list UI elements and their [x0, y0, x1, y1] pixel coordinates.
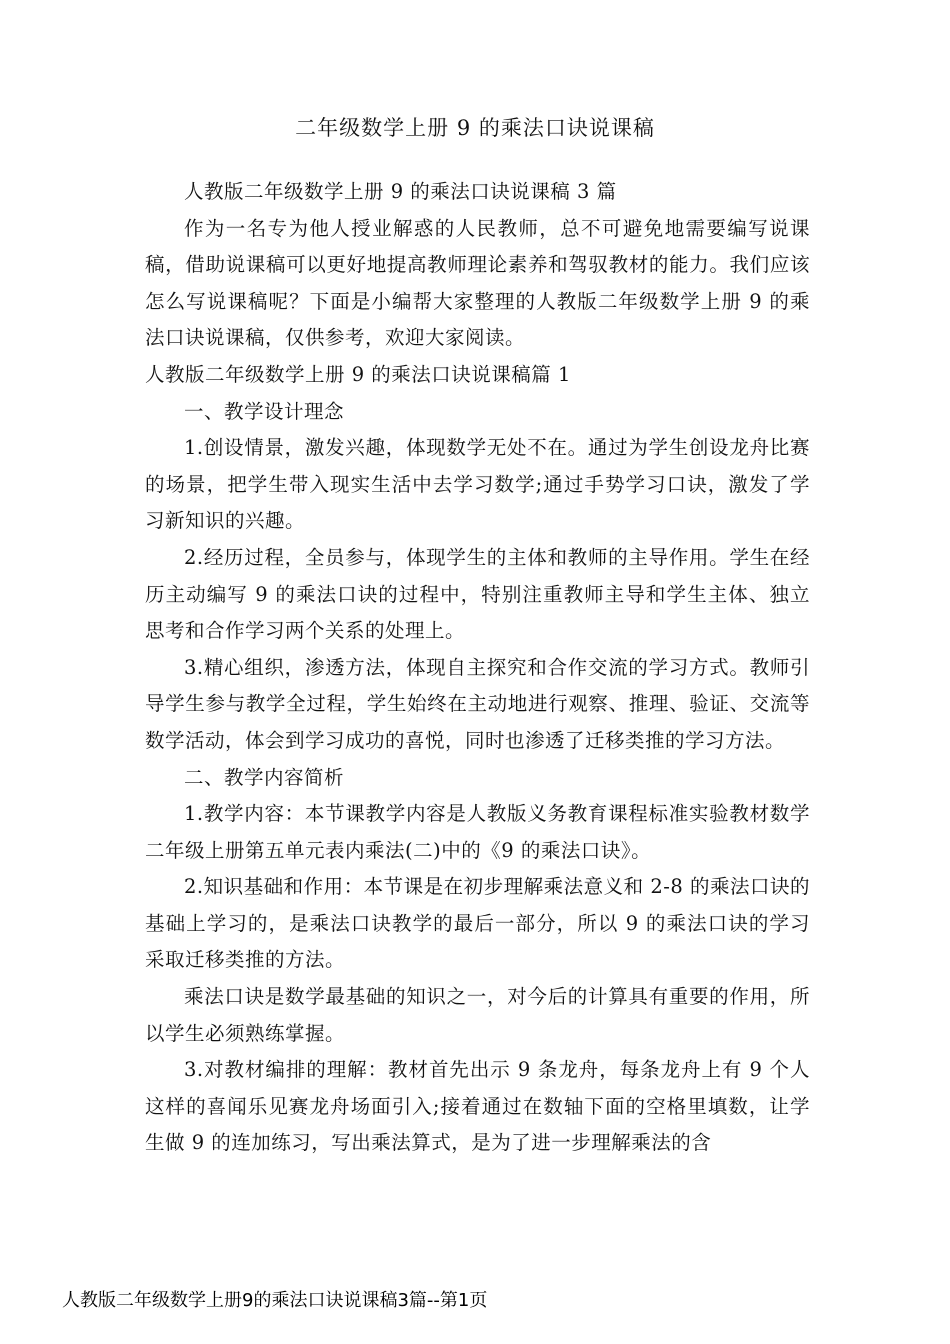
paragraph-concept-1: 1.创设情景，激发兴趣，体现数学无处不在。通过为学生创设龙舟比赛的场景，把学生带入现实生活中去学习数学;通过手势学习口诀，激发了学习新知识的兴趣。 [145, 436, 810, 533]
paragraph-content-2: 2.知识基础和作用：本节课是在初步理解乘法意义和 2-8 的乘法口诀的基础上学习的，是乘法口诀教学的最后一部分，所以 9 的乘法口诀的学习采取迁移类推的方法。 [145, 875, 810, 972]
page-footer: 人教版二年级数学上册9的乘法口诀说课稿3篇--第1页 [62, 1290, 488, 1311]
document-body [145, 174, 810, 1162]
subtitle-paragraph: 人教版二年级数学上册 9 的乘法口诀说课稿 3 篇 [184, 180, 617, 203]
heading-teaching-design-concept: 一、教学设计理念 [184, 399, 345, 423]
paragraph-content-note: 乘法口诀是数学最基础的知识之一，对今后的计算具有重要的作用，所以学生必须熟练掌握。 [145, 985, 810, 1045]
section-heading-part-1: 人教版二年级数学上册 9 的乘法口诀说课稿篇 1 [145, 362, 571, 386]
paragraph-content-3: 3.对教材编排的理解：教材首先出示 9 条龙舟，每条龙舟上有 9 个人这样的喜闻乐见赛龙舟场面引入;接着通过在数轴下面的空格里填数，让学生做 9 的连加练习，写出乘法算式，是为了进一步理解乘法的含 [145, 1058, 810, 1155]
intro-paragraph: 作为一名专为他人授业解惑的人民教师，总不可避免地需要编写说课稿，借助说课稿可以更好地提高教师理论素养和驾驭教材的能力。我们应该怎么写说课稿呢？下面是小编帮大家整理的人教版二年级数学上册 9 的乘法口诀说课稿，仅供参考，欢迎大家阅读。 [145, 216, 810, 350]
heading-teaching-content-analysis: 二、教学内容简析 [184, 765, 345, 789]
paragraph-concept-3: 3.精心组织，渗透方法，体现自主探究和合作交流的学习方式。教师引导学生参与教学全过程，学生始终在主动地进行观察、推理、验证、交流等数学活动，体会到学习成功的喜悦，同时也渗透了迁移类推的学习方法。 [145, 655, 810, 752]
document-title: 二年级数学上册 9 的乘法口诀说课稿 [295, 116, 655, 140]
paragraph-content-1: 1.教学内容：本节课教学内容是人教版义务教育课程标准实验教材数学二年级上册第五单元表内乘法(二)中的《9 的乘法口诀》。 [145, 802, 810, 862]
paragraph-concept-2: 2.经历过程，全员参与，体现学生的主体和教师的主导作用。学生在经历主动编写 9 的乘法口诀的过程中，特别注重教师主导和学生主体、独立思考和合作学习两个关系的处理上。 [145, 545, 810, 643]
